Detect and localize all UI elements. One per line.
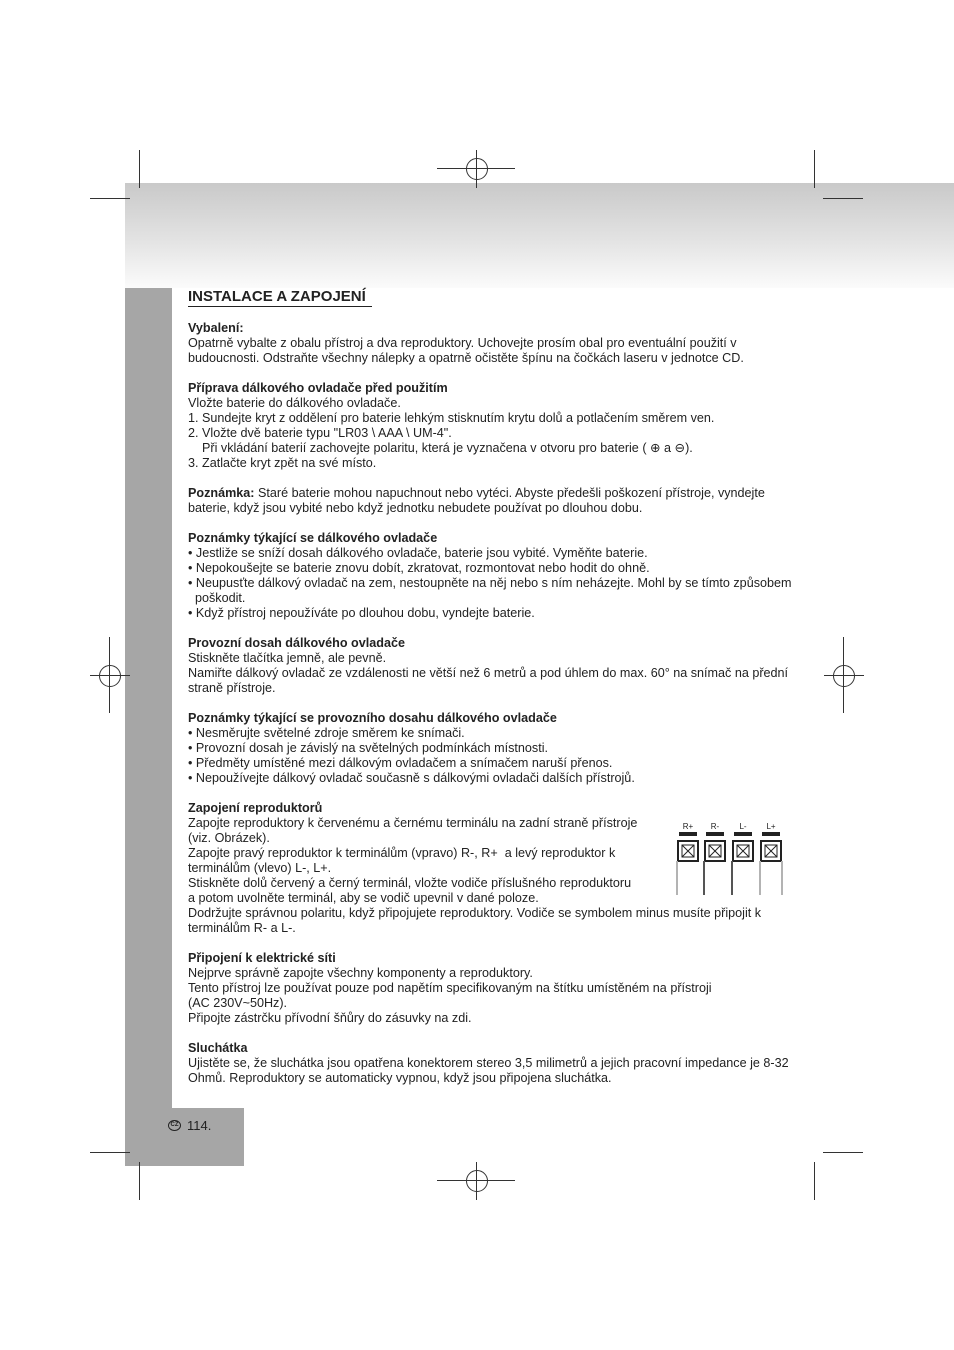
terminal-label: L- [739,822,747,831]
text-line: Stiskněte tlačítka jemně, ale pevně. [188,651,387,665]
page-title: INSTALACE A ZAPOJENÍ [188,288,372,307]
text-line: Nejprve správně zapojte všechny komponenty a reproduktory. [188,966,533,980]
text-line: Opatrně vybalte z obalu přístroj a dva reproduktory. Uchovejte prosím obal pro eventuální použití v [188,336,737,350]
terminal-label: L+ [766,822,776,831]
section-note [188,486,813,516]
terminal-l-plus [760,832,782,895]
section-heading: Zapojení reproduktorů [188,801,323,815]
language-badge: CZ [168,1120,181,1131]
page-number: 114. [187,1118,212,1133]
text-line: budoucnosti. Odstraňte všechny nálepky a opatrně očistěte špínu na čočkách laseru v jednotce CD. [188,351,744,365]
page-content [188,288,813,1101]
terminal-r-plus [677,832,698,895]
text-line: Namiřte dálkový ovladač ze vzdálenosti ne větší než 6 metrů a pod úhlem do max. 60° na snímač na přední [188,666,789,680]
terminal-label: R- [710,822,720,831]
list-item: • Nepoužívejte dálkový ovladač současně s dálkovými ovladači dalších přístrojů. [188,771,635,785]
text-line: Vložte baterie do dálkového ovladače. [188,396,401,410]
list-item: • Provozní dosah je závislý na světelných podmínkách místnosti. [188,741,549,755]
list-item: • Jestliže se sníží dosah dálkového ovladače, baterie jsou vybité. Vyměňte baterie. [188,546,648,560]
step-item: 2. Vložte dvě baterie typu "LR03 \ AAA \ UM-4". [188,426,452,440]
section-power [188,951,813,1026]
section-unpacking [188,321,813,366]
text-line: terminálům (vlevo) L-, L+. [188,861,332,875]
text-line: Stiskněte dolů červený a černý terminál, vložte vodiče příslušného reproduktoru [188,876,632,890]
terminal-l-minus [732,832,753,895]
terminal-r-minus [704,832,725,895]
step-item: 1. Sundejte kryt z oddělení pro baterie lehkým stisknutím krytu dolů a potlačením směrem ven. [188,411,715,425]
note-text: Staré baterie mohou napuchnout nebo vytéci. Abyste předešli poškození přístroje, vyndejte [254,486,765,500]
list-item: poškodit. [188,591,246,605]
note-label: Poznámka: [188,486,255,500]
text-line: straně přístroje. [188,681,276,695]
text-line: Tento přístroj lze používat pouze pod napětím specifikovaným na štítku umístěném na přístroji [188,981,712,995]
section-heading: Připojení k elektrické síti [188,951,336,965]
text-line: Ohmů. Reproduktory se automaticky vypnou, když jsou připojena sluchátka. [188,1071,612,1085]
step-note: Při vkládání baterií zachovejte polaritu, která je vyznačena v otvoru pro baterie ( ⊕ a ⊖). [202,441,693,455]
section-remote-prep [188,381,813,471]
section-heading: Poznámky týkající se provozního dosahu dálkového ovladače [188,711,557,725]
text-line: Zapojte reproduktory k červenému a černému terminálu na zadní straně přístroje [188,816,638,830]
section-headphones [188,1041,813,1086]
section-heading: Provozní dosah dálkového ovladače [188,636,405,650]
note-text: baterie, když jsou vybité nebo když jednotku nebudete používat po dlouhou dobu. [188,501,643,515]
section-heading: Poznámky týkající se dálkového ovladače [188,531,438,545]
list-item: • Když přístroj nepoužíváte po dlouhou dobu, vyndejte baterie. [188,606,535,620]
page-footer [168,1118,211,1133]
speaker-terminals-diagram [673,819,788,897]
section-range-notes [188,711,813,786]
terminal-label: R+ [682,822,694,831]
footer-band [125,1108,244,1166]
text-line: Zapojte pravý reproduktor k terminálům (vpravo) R-, R+ a levý reproduktor k [188,846,616,860]
text-line: (viz. Obrázek). [188,831,270,845]
section-heading: Sluchátka [188,1041,248,1055]
text-line: terminálům R- a L-. [188,921,296,935]
side-band [125,288,172,1166]
section-heading: Vybalení: [188,321,244,335]
section-heading: Příprava dálkového ovladače před použitím [188,381,448,395]
step-item: 3. Zatlačte kryt zpět na své místo. [188,456,377,470]
list-item: • Nesměrujte světelné zdroje směrem ke snímači. [188,726,465,740]
text-line: a potom uvolněte terminál, aby se vodič upevnil v dané poloze. [188,891,539,905]
text-line: Ujistěte se, že sluchátka jsou opatřena konektorem stereo 3,5 milimetrů a jejich pracovní impedance je 8-32 [188,1056,789,1070]
section-range [188,636,813,696]
text-line: (AC 230V~50Hz). [188,996,288,1010]
text-line: Připojte zástrčku přívodní šňůry do zásuvky na zdi. [188,1011,472,1025]
list-item: • Neupusťte dálkový ovladač na zem, nestoupněte na něj nebo s ním neházejte. Mohl by se tímto způsobem [188,576,792,590]
section-remote-notes [188,531,813,621]
list-item: • Předměty umístěné mezi dálkovým ovladačem a snímačem naruší přenos. [188,756,613,770]
list-item: • Nepokoušejte se baterie znovu dobít, zkratovat, rozmontovat nebo hodit do ohně. [188,561,650,575]
text-line: Dodržujte správnou polaritu, když připojujete reproduktory. Vodiče se symbolem minus musíte připojit k [188,906,762,920]
